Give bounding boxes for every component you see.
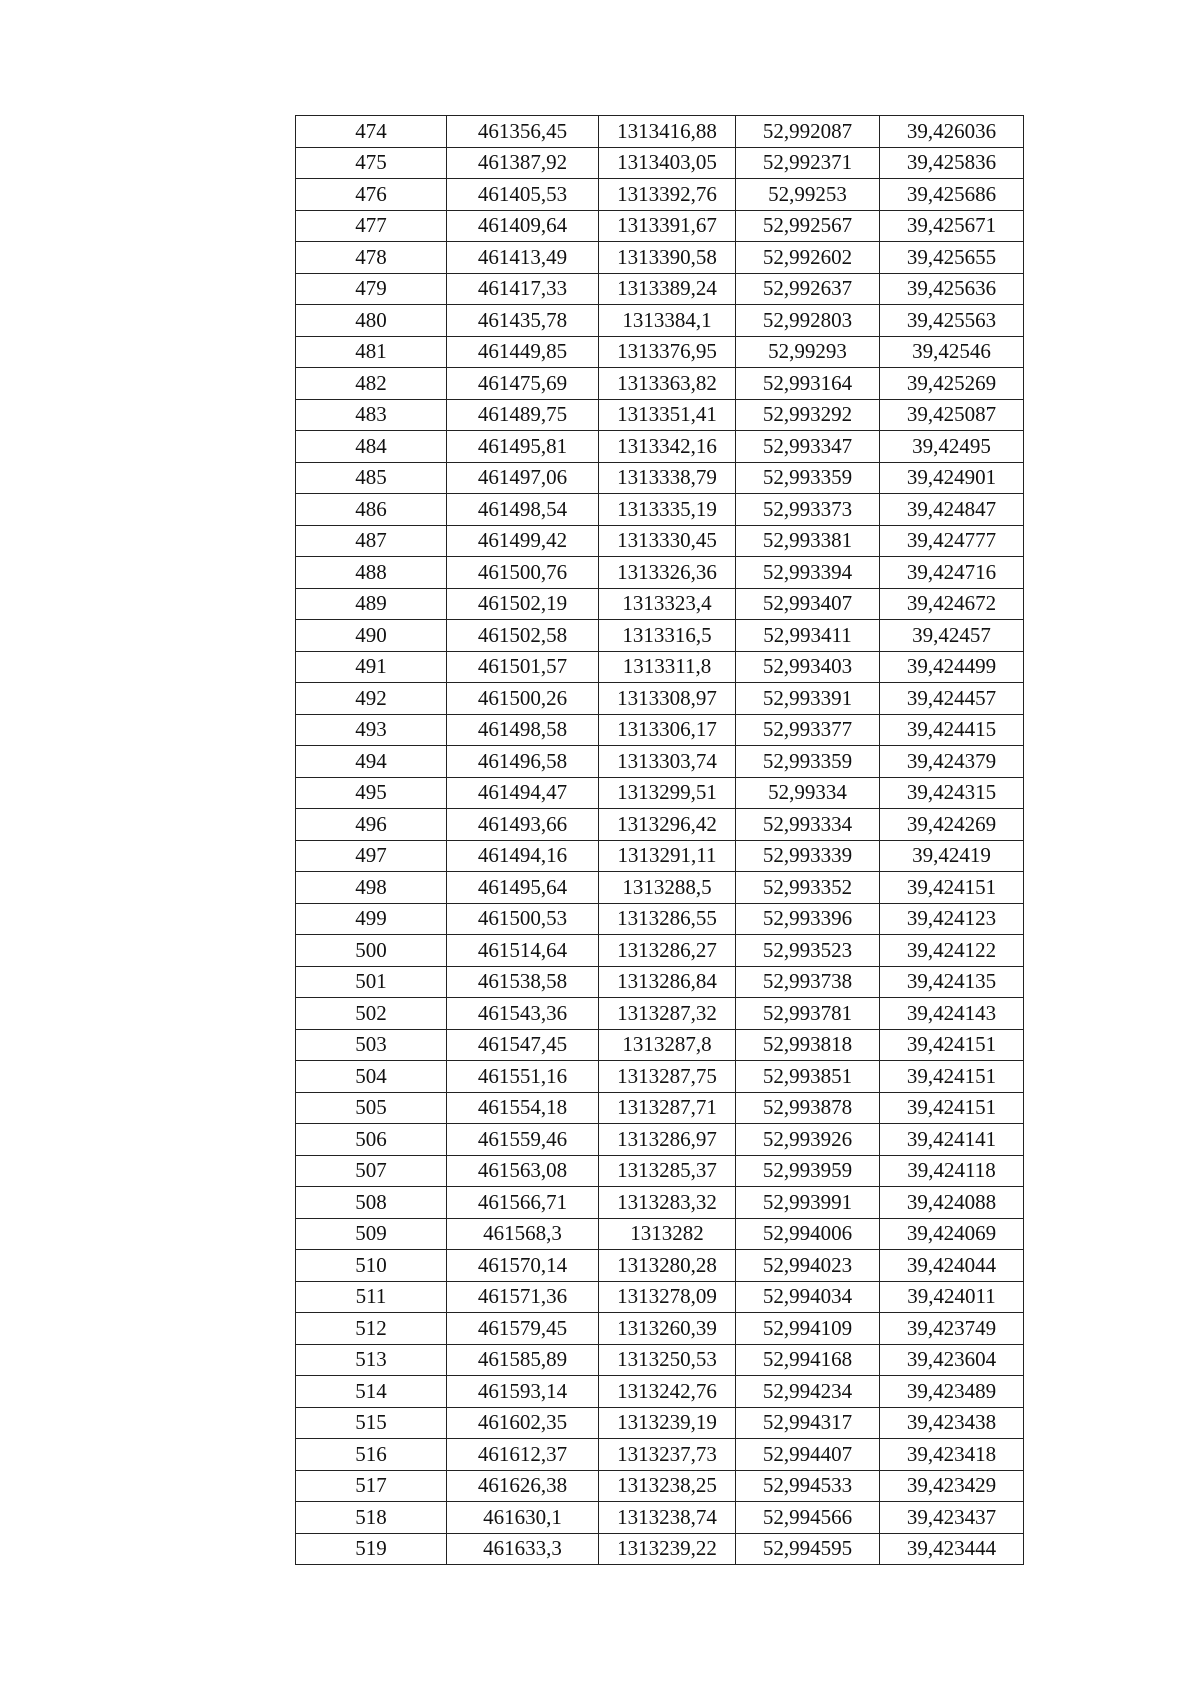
table-row (296, 273, 1024, 305)
y-coordinate-cell: 1313303,74 (599, 746, 736, 778)
table-row (296, 966, 1024, 998)
x-coordinate-cell: 461387,92 (447, 147, 599, 179)
table-row (296, 462, 1024, 494)
longitude-cell: 39,424011 (880, 1281, 1024, 1313)
longitude-cell: 39,423604 (880, 1344, 1024, 1376)
point-number-cell: 498 (296, 872, 447, 904)
longitude-cell: 39,424901 (880, 462, 1024, 494)
point-number-cell: 495 (296, 777, 447, 809)
table-row (296, 1502, 1024, 1534)
y-coordinate-cell: 1313326,36 (599, 557, 736, 589)
latitude-cell: 52,993334 (736, 809, 880, 841)
longitude-cell: 39,424088 (880, 1187, 1024, 1219)
x-coordinate-cell: 461568,3 (447, 1218, 599, 1250)
latitude-cell: 52,993407 (736, 588, 880, 620)
x-coordinate-cell: 461566,71 (447, 1187, 599, 1219)
table-row (296, 1344, 1024, 1376)
latitude-cell: 52,992087 (736, 116, 880, 148)
latitude-cell: 52,994407 (736, 1439, 880, 1471)
longitude-cell: 39,424122 (880, 935, 1024, 967)
point-number-cell: 488 (296, 557, 447, 589)
point-number-cell: 489 (296, 588, 447, 620)
table-row (296, 179, 1024, 211)
latitude-cell: 52,993391 (736, 683, 880, 715)
x-coordinate-cell: 461449,85 (447, 336, 599, 368)
longitude-cell: 39,423437 (880, 1502, 1024, 1534)
table-row (296, 1407, 1024, 1439)
latitude-cell: 52,993878 (736, 1092, 880, 1124)
longitude-cell: 39,42419 (880, 840, 1024, 872)
x-coordinate-cell: 461489,75 (447, 399, 599, 431)
latitude-cell: 52,993411 (736, 620, 880, 652)
latitude-cell: 52,994566 (736, 1502, 880, 1534)
latitude-cell: 52,993352 (736, 872, 880, 904)
longitude-cell: 39,425655 (880, 242, 1024, 274)
point-number-cell: 476 (296, 179, 447, 211)
longitude-cell: 39,423489 (880, 1376, 1024, 1408)
y-coordinate-cell: 1313390,58 (599, 242, 736, 274)
table-row (296, 1313, 1024, 1345)
y-coordinate-cell: 1313283,32 (599, 1187, 736, 1219)
longitude-cell: 39,423749 (880, 1313, 1024, 1345)
table-row (296, 746, 1024, 778)
longitude-cell: 39,423418 (880, 1439, 1024, 1471)
longitude-cell: 39,424151 (880, 1029, 1024, 1061)
point-number-cell: 484 (296, 431, 447, 463)
latitude-cell: 52,993738 (736, 966, 880, 998)
longitude-cell: 39,425563 (880, 305, 1024, 337)
x-coordinate-cell: 461538,58 (447, 966, 599, 998)
y-coordinate-cell: 1313316,5 (599, 620, 736, 652)
x-coordinate-cell: 461417,33 (447, 273, 599, 305)
y-coordinate-cell: 1313392,76 (599, 179, 736, 211)
longitude-cell: 39,424672 (880, 588, 1024, 620)
point-number-cell: 480 (296, 305, 447, 337)
table-row (296, 1218, 1024, 1250)
longitude-cell: 39,424457 (880, 683, 1024, 715)
latitude-cell: 52,992567 (736, 210, 880, 242)
table-row (296, 431, 1024, 463)
point-number-cell: 513 (296, 1344, 447, 1376)
table-row (296, 935, 1024, 967)
table-row (296, 557, 1024, 589)
longitude-cell: 39,425636 (880, 273, 1024, 305)
y-coordinate-cell: 1313384,1 (599, 305, 736, 337)
point-number-cell: 504 (296, 1061, 447, 1093)
latitude-cell: 52,994234 (736, 1376, 880, 1408)
longitude-cell: 39,425269 (880, 368, 1024, 400)
y-coordinate-cell: 1313286,84 (599, 966, 736, 998)
x-coordinate-cell: 461593,14 (447, 1376, 599, 1408)
x-coordinate-cell: 461500,53 (447, 903, 599, 935)
y-coordinate-cell: 1313330,45 (599, 525, 736, 557)
x-coordinate-cell: 461559,46 (447, 1124, 599, 1156)
coordinates-table-body (296, 116, 1024, 1565)
latitude-cell: 52,993347 (736, 431, 880, 463)
y-coordinate-cell: 1313306,17 (599, 714, 736, 746)
latitude-cell: 52,993851 (736, 1061, 880, 1093)
latitude-cell: 52,993991 (736, 1187, 880, 1219)
y-coordinate-cell: 1313286,55 (599, 903, 736, 935)
x-coordinate-cell: 461543,36 (447, 998, 599, 1030)
y-coordinate-cell: 1313376,95 (599, 336, 736, 368)
point-number-cell: 516 (296, 1439, 447, 1471)
y-coordinate-cell: 1313287,32 (599, 998, 736, 1030)
latitude-cell: 52,993781 (736, 998, 880, 1030)
y-coordinate-cell: 1313239,22 (599, 1533, 736, 1565)
latitude-cell: 52,992602 (736, 242, 880, 274)
x-coordinate-cell: 461475,69 (447, 368, 599, 400)
x-coordinate-cell: 461554,18 (447, 1092, 599, 1124)
y-coordinate-cell: 1313308,97 (599, 683, 736, 715)
table-row (296, 998, 1024, 1030)
latitude-cell: 52,993403 (736, 651, 880, 683)
longitude-cell: 39,425671 (880, 210, 1024, 242)
table-row (296, 1376, 1024, 1408)
longitude-cell: 39,424069 (880, 1218, 1024, 1250)
coordinates-table (295, 115, 1024, 1565)
y-coordinate-cell: 1313416,88 (599, 116, 736, 148)
latitude-cell: 52,993818 (736, 1029, 880, 1061)
longitude-cell: 39,424716 (880, 557, 1024, 589)
point-number-cell: 492 (296, 683, 447, 715)
x-coordinate-cell: 461413,49 (447, 242, 599, 274)
y-coordinate-cell: 1313239,19 (599, 1407, 736, 1439)
longitude-cell: 39,423444 (880, 1533, 1024, 1565)
point-number-cell: 500 (296, 935, 447, 967)
x-coordinate-cell: 461612,37 (447, 1439, 599, 1471)
longitude-cell: 39,425686 (880, 179, 1024, 211)
table-row (296, 525, 1024, 557)
longitude-cell: 39,424269 (880, 809, 1024, 841)
latitude-cell: 52,993394 (736, 557, 880, 589)
x-coordinate-cell: 461585,89 (447, 1344, 599, 1376)
point-number-cell: 475 (296, 147, 447, 179)
point-number-cell: 515 (296, 1407, 447, 1439)
x-coordinate-cell: 461626,38 (447, 1470, 599, 1502)
y-coordinate-cell: 1313260,39 (599, 1313, 736, 1345)
point-number-cell: 501 (296, 966, 447, 998)
latitude-cell: 52,993292 (736, 399, 880, 431)
point-number-cell: 509 (296, 1218, 447, 1250)
x-coordinate-cell: 461499,42 (447, 525, 599, 557)
point-number-cell: 496 (296, 809, 447, 841)
longitude-cell: 39,424315 (880, 777, 1024, 809)
table-row (296, 494, 1024, 526)
point-number-cell: 507 (296, 1155, 447, 1187)
longitude-cell: 39,424141 (880, 1124, 1024, 1156)
table-row (296, 1470, 1024, 1502)
point-number-cell: 519 (296, 1533, 447, 1565)
table-row (296, 368, 1024, 400)
point-number-cell: 483 (296, 399, 447, 431)
latitude-cell: 52,992637 (736, 273, 880, 305)
latitude-cell: 52,99253 (736, 179, 880, 211)
y-coordinate-cell: 1313278,09 (599, 1281, 736, 1313)
table-row (296, 242, 1024, 274)
table-row (296, 872, 1024, 904)
x-coordinate-cell: 461356,45 (447, 116, 599, 148)
latitude-cell: 52,992371 (736, 147, 880, 179)
table-row (296, 588, 1024, 620)
latitude-cell: 52,994317 (736, 1407, 880, 1439)
x-coordinate-cell: 461500,26 (447, 683, 599, 715)
table-row (296, 116, 1024, 148)
y-coordinate-cell: 1313335,19 (599, 494, 736, 526)
y-coordinate-cell: 1313250,53 (599, 1344, 736, 1376)
y-coordinate-cell: 1313351,41 (599, 399, 736, 431)
longitude-cell: 39,423429 (880, 1470, 1024, 1502)
latitude-cell: 52,994023 (736, 1250, 880, 1282)
longitude-cell: 39,426036 (880, 116, 1024, 148)
x-coordinate-cell: 461496,58 (447, 746, 599, 778)
point-number-cell: 502 (296, 998, 447, 1030)
table-row (296, 1187, 1024, 1219)
latitude-cell: 52,994533 (736, 1470, 880, 1502)
point-number-cell: 491 (296, 651, 447, 683)
y-coordinate-cell: 1313287,75 (599, 1061, 736, 1093)
longitude-cell: 39,424151 (880, 1092, 1024, 1124)
y-coordinate-cell: 1313323,4 (599, 588, 736, 620)
latitude-cell: 52,993359 (736, 462, 880, 494)
table-row (296, 714, 1024, 746)
longitude-cell: 39,424151 (880, 872, 1024, 904)
latitude-cell: 52,994595 (736, 1533, 880, 1565)
longitude-cell: 39,42546 (880, 336, 1024, 368)
table-row (296, 1439, 1024, 1471)
table-row (296, 1029, 1024, 1061)
point-number-cell: 506 (296, 1124, 447, 1156)
table-row (296, 1250, 1024, 1282)
table-row (296, 809, 1024, 841)
table-row (296, 336, 1024, 368)
y-coordinate-cell: 1313288,5 (599, 872, 736, 904)
y-coordinate-cell: 1313363,82 (599, 368, 736, 400)
x-coordinate-cell: 461500,76 (447, 557, 599, 589)
point-number-cell: 482 (296, 368, 447, 400)
latitude-cell: 52,993359 (736, 746, 880, 778)
y-coordinate-cell: 1313238,25 (599, 1470, 736, 1502)
point-number-cell: 485 (296, 462, 447, 494)
longitude-cell: 39,424777 (880, 525, 1024, 557)
longitude-cell: 39,424123 (880, 903, 1024, 935)
y-coordinate-cell: 1313280,28 (599, 1250, 736, 1282)
x-coordinate-cell: 461494,16 (447, 840, 599, 872)
point-number-cell: 517 (296, 1470, 447, 1502)
y-coordinate-cell: 1313291,11 (599, 840, 736, 872)
table-row (296, 1155, 1024, 1187)
y-coordinate-cell: 1313282 (599, 1218, 736, 1250)
latitude-cell: 52,994006 (736, 1218, 880, 1250)
x-coordinate-cell: 461563,08 (447, 1155, 599, 1187)
y-coordinate-cell: 1313242,76 (599, 1376, 736, 1408)
table-row (296, 1281, 1024, 1313)
table-row (296, 305, 1024, 337)
latitude-cell: 52,993926 (736, 1124, 880, 1156)
longitude-cell: 39,42495 (880, 431, 1024, 463)
y-coordinate-cell: 1313285,37 (599, 1155, 736, 1187)
latitude-cell: 52,993959 (736, 1155, 880, 1187)
point-number-cell: 474 (296, 116, 447, 148)
longitude-cell: 39,424499 (880, 651, 1024, 683)
x-coordinate-cell: 461495,64 (447, 872, 599, 904)
point-number-cell: 514 (296, 1376, 447, 1408)
point-number-cell: 486 (296, 494, 447, 526)
table-row (296, 210, 1024, 242)
y-coordinate-cell: 1313287,71 (599, 1092, 736, 1124)
table-row (296, 903, 1024, 935)
x-coordinate-cell: 461498,58 (447, 714, 599, 746)
longitude-cell: 39,424415 (880, 714, 1024, 746)
table-row (296, 1124, 1024, 1156)
x-coordinate-cell: 461571,36 (447, 1281, 599, 1313)
point-number-cell: 494 (296, 746, 447, 778)
longitude-cell: 39,425836 (880, 147, 1024, 179)
table-row (296, 399, 1024, 431)
y-coordinate-cell: 1313238,74 (599, 1502, 736, 1534)
x-coordinate-cell: 461498,54 (447, 494, 599, 526)
y-coordinate-cell: 1313342,16 (599, 431, 736, 463)
x-coordinate-cell: 461547,45 (447, 1029, 599, 1061)
point-number-cell: 505 (296, 1092, 447, 1124)
point-number-cell: 481 (296, 336, 447, 368)
latitude-cell: 52,993377 (736, 714, 880, 746)
latitude-cell: 52,993339 (736, 840, 880, 872)
y-coordinate-cell: 1313391,67 (599, 210, 736, 242)
y-coordinate-cell: 1313389,24 (599, 273, 736, 305)
x-coordinate-cell: 461502,19 (447, 588, 599, 620)
x-coordinate-cell: 461551,16 (447, 1061, 599, 1093)
latitude-cell: 52,994109 (736, 1313, 880, 1345)
point-number-cell: 487 (296, 525, 447, 557)
point-number-cell: 511 (296, 1281, 447, 1313)
point-number-cell: 477 (296, 210, 447, 242)
point-number-cell: 512 (296, 1313, 447, 1345)
x-coordinate-cell: 461514,64 (447, 935, 599, 967)
longitude-cell: 39,425087 (880, 399, 1024, 431)
x-coordinate-cell: 461633,3 (447, 1533, 599, 1565)
y-coordinate-cell: 1313286,97 (599, 1124, 736, 1156)
x-coordinate-cell: 461570,14 (447, 1250, 599, 1282)
x-coordinate-cell: 461602,35 (447, 1407, 599, 1439)
x-coordinate-cell: 461405,53 (447, 179, 599, 211)
longitude-cell: 39,424118 (880, 1155, 1024, 1187)
latitude-cell: 52,993381 (736, 525, 880, 557)
y-coordinate-cell: 1313403,05 (599, 147, 736, 179)
table-row (296, 683, 1024, 715)
longitude-cell: 39,42457 (880, 620, 1024, 652)
longitude-cell: 39,424044 (880, 1250, 1024, 1282)
latitude-cell: 52,993164 (736, 368, 880, 400)
x-coordinate-cell: 461501,57 (447, 651, 599, 683)
latitude-cell: 52,993373 (736, 494, 880, 526)
y-coordinate-cell: 1313237,73 (599, 1439, 736, 1471)
longitude-cell: 39,424847 (880, 494, 1024, 526)
y-coordinate-cell: 1313338,79 (599, 462, 736, 494)
longitude-cell: 39,424135 (880, 966, 1024, 998)
x-coordinate-cell: 461579,45 (447, 1313, 599, 1345)
point-number-cell: 508 (296, 1187, 447, 1219)
x-coordinate-cell: 461494,47 (447, 777, 599, 809)
point-number-cell: 499 (296, 903, 447, 935)
y-coordinate-cell: 1313299,51 (599, 777, 736, 809)
table-row (296, 777, 1024, 809)
x-coordinate-cell: 461630,1 (447, 1502, 599, 1534)
longitude-cell: 39,423438 (880, 1407, 1024, 1439)
x-coordinate-cell: 461495,81 (447, 431, 599, 463)
x-coordinate-cell: 461409,64 (447, 210, 599, 242)
point-number-cell: 493 (296, 714, 447, 746)
point-number-cell: 478 (296, 242, 447, 274)
point-number-cell: 479 (296, 273, 447, 305)
y-coordinate-cell: 1313287,8 (599, 1029, 736, 1061)
y-coordinate-cell: 1313311,8 (599, 651, 736, 683)
latitude-cell: 52,993396 (736, 903, 880, 935)
y-coordinate-cell: 1313296,42 (599, 809, 736, 841)
x-coordinate-cell: 461497,06 (447, 462, 599, 494)
longitude-cell: 39,424143 (880, 998, 1024, 1030)
x-coordinate-cell: 461435,78 (447, 305, 599, 337)
latitude-cell: 52,994168 (736, 1344, 880, 1376)
table-row (296, 651, 1024, 683)
table-row (296, 1533, 1024, 1565)
point-number-cell: 490 (296, 620, 447, 652)
longitude-cell: 39,424379 (880, 746, 1024, 778)
table-row (296, 147, 1024, 179)
table-row (296, 620, 1024, 652)
table-row (296, 1061, 1024, 1093)
x-coordinate-cell: 461502,58 (447, 620, 599, 652)
point-number-cell: 497 (296, 840, 447, 872)
point-number-cell: 518 (296, 1502, 447, 1534)
latitude-cell: 52,992803 (736, 305, 880, 337)
latitude-cell: 52,993523 (736, 935, 880, 967)
latitude-cell: 52,994034 (736, 1281, 880, 1313)
longitude-cell: 39,424151 (880, 1061, 1024, 1093)
latitude-cell: 52,99293 (736, 336, 880, 368)
x-coordinate-cell: 461493,66 (447, 809, 599, 841)
latitude-cell: 52,99334 (736, 777, 880, 809)
table-row (296, 1092, 1024, 1124)
point-number-cell: 503 (296, 1029, 447, 1061)
y-coordinate-cell: 1313286,27 (599, 935, 736, 967)
point-number-cell: 510 (296, 1250, 447, 1282)
table-row (296, 840, 1024, 872)
